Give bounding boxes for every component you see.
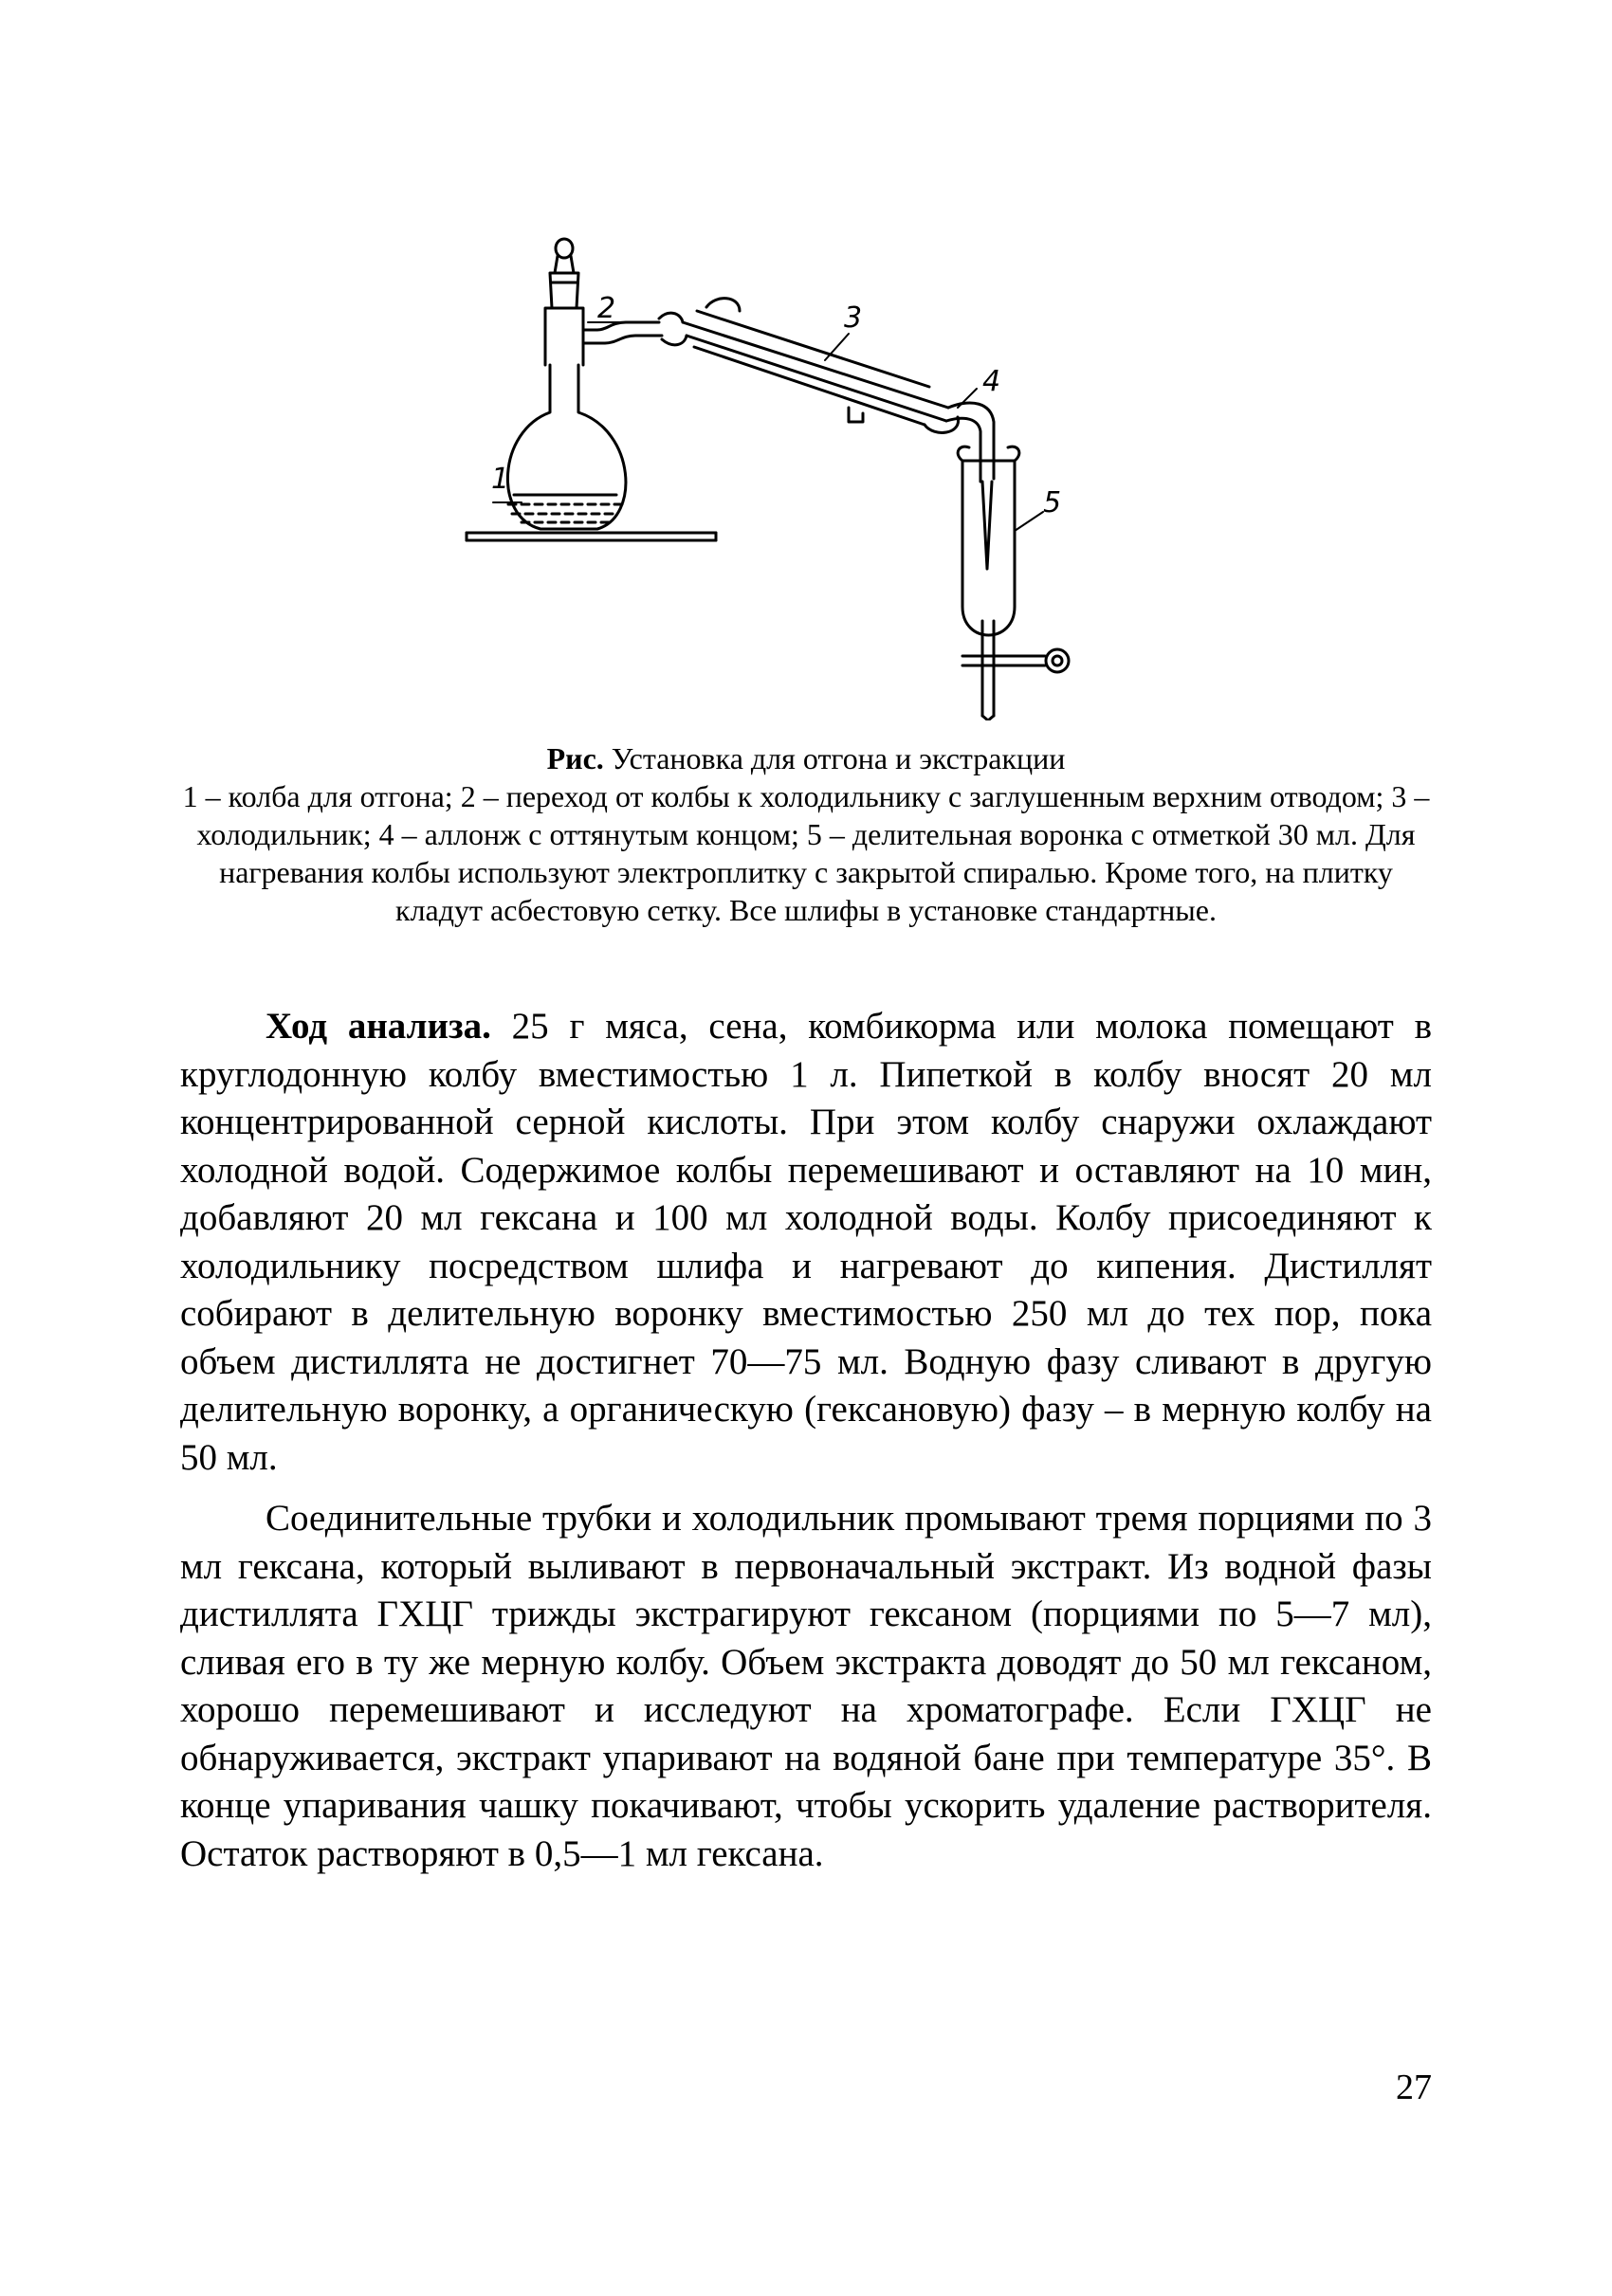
distillation-flask — [507, 365, 626, 529]
figure-caption — [180, 739, 1432, 929]
paragraph-1-text: 25 г мяса, сена, комбикорма или молока помещают в круглодонную колбу вместимостью 1 л. Пипеткой в колбу вносят 20 мл концентрированной серной кислоты. При этом колбу снаружи охлаждают холодной водой. Содержимое колбы перемешивают и оставляют на 10 мин, добавляют 20 мл гексана и 100 мл холодной воды. Колбу присоединяют к холодильнику посредством шлифа и нагревают до кипения. Дистиллят собирают в делительную воронку вместимостью 250 мл до тех пор, пока объем дистиллята не достигнет 70—75 мл. Водную фазу сливают в другую делительную воронку, а органическую (гексановую) фазу – в мерную колбу на 50 мл. — [180, 1006, 1432, 1478]
label-3: 3 — [844, 301, 863, 335]
caption-prefix: Рис. — [546, 741, 604, 775]
page-number: 27 — [1396, 2068, 1432, 2107]
paragraph-2: Соединительные трубки и холодильник промывают тремя порциями по 3 мл гексана, который выливают в первоначальный экстракт. Из водной фазы дистиллята ГХЦГ трижды экстрагируют гексаном (порциями по 5—7 мл), сливая его в ту же мерную колбу. Объем экстракта доводят до 50 мл гексаном, хорошо перемешивают и исследуют на хроматографе. Если ГХЦГ не обнаруживается, экстракт упаривают на водяной бане при температуре 35°. В конце упаривания чашку покачивают, чтобы ускорить удаление растворителя. Остаток растворяют в 0,5—1 мл гексана. — [180, 1498, 1432, 1874]
caption-title-text: Установка для отгона и экстракции — [603, 741, 1066, 775]
hot-plate — [467, 533, 716, 540]
label-5: 5 — [1043, 486, 1062, 519]
label-1: 1 — [491, 463, 510, 496]
body-text — [180, 1003, 1432, 1891]
paragraph-heading: Ход анализа. — [266, 1006, 491, 1047]
apparatus-drawing — [446, 228, 1166, 720]
paragraph-analysis-procedure — [180, 1003, 1432, 1482]
caption-title — [180, 739, 1432, 777]
distillation-apparatus-figure — [446, 228, 1166, 720]
label-leaders — [493, 322, 1043, 531]
label-4: 4 — [982, 365, 1001, 398]
label-2: 2 — [597, 292, 616, 325]
caption-body: 1 – колба для отгона; 2 – переход от колбы к холодильнику с заглушенным верхним отводом; 3 – холодильник; 4 – аллонж с оттянутым концом; 5 – делительная воронка с отметкой 30 мл. Для нагревания колбы используют электроплитку с закрытой спиралью. Кроме того, на плитку кладут асбестовую сетку. Все шлифы в установке стандартные. — [182, 779, 1430, 927]
condenser — [659, 299, 959, 433]
